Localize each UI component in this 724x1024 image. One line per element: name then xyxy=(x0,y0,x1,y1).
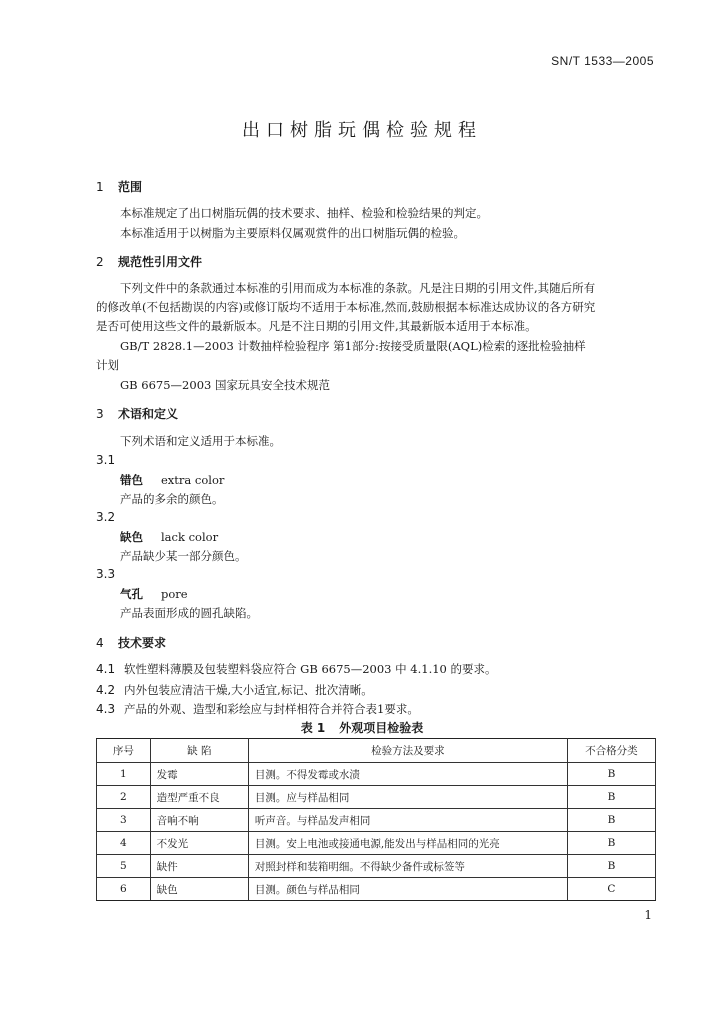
cell-defect: 发霉 xyxy=(150,763,248,786)
table-header-row xyxy=(97,739,656,763)
requirement-4-2 xyxy=(96,682,373,698)
cell-method: 对照封样和装箱明细。不得缺少备件或标签等 xyxy=(248,855,567,878)
table-caption xyxy=(0,719,724,736)
cell-method: 听声音。与样品发声相同 xyxy=(248,809,567,832)
section-title: 技术要求 xyxy=(118,636,167,650)
term-zh: 气孔 xyxy=(120,587,143,601)
requirement-text: 产品的外观、造型和彩绘应与封样相符合并符合表1要求。 xyxy=(124,702,419,716)
cell-defect: 不发光 xyxy=(150,832,248,855)
cell-no: 1 xyxy=(97,763,151,786)
section-number: 2 xyxy=(96,255,104,269)
cell-method: 目测。安上电池或接通电源,能发出与样品相同的光亮 xyxy=(248,832,567,855)
scope-paragraph-2: 本标准适用于以树脂为主要原料仅属观赏件的出口树脂玩偶的检验。 xyxy=(120,226,465,240)
scope-paragraph-1: 本标准规定了出口树脂玩偶的技术要求、抽样、检验和检验结果的判定。 xyxy=(120,206,488,220)
section-number: 1 xyxy=(96,180,104,194)
requirement-number: 4.2 xyxy=(96,683,116,697)
table-row xyxy=(97,809,656,832)
section-title: 范围 xyxy=(118,180,143,194)
table-row xyxy=(97,763,656,786)
table-row xyxy=(97,878,656,901)
term-en: extra color xyxy=(161,473,225,487)
term-definition: 产品的多余的颜色。 xyxy=(120,492,224,506)
section-title: 规范性引用文件 xyxy=(118,255,203,269)
section-3-heading xyxy=(96,405,178,422)
term-heading xyxy=(120,586,188,602)
table-title: 外观项目检验表 xyxy=(339,721,424,735)
term-number: 3.2 xyxy=(96,510,116,524)
reference-gb-t-2828: GB/T 2828.1—2003 计数抽样检验程序 第1部分:按接受质量限(AQL)检索的逐批检验抽样 xyxy=(120,339,586,353)
standard-code: SN/T 1533—2005 xyxy=(551,54,654,68)
references-intro-line-2: 的修改单(不包括勘误的内容)或修订版均不适用于本标准,然而,鼓励根据本标准达成协议的各方研究 xyxy=(96,300,596,314)
section-2-heading xyxy=(96,253,202,270)
cell-class: C xyxy=(567,878,655,901)
table-row xyxy=(97,855,656,878)
cell-defect: 造型严重不良 xyxy=(150,786,248,809)
table-row xyxy=(97,832,656,855)
cell-method: 目测。应与样品相同 xyxy=(248,786,567,809)
cell-no: 2 xyxy=(97,786,151,809)
requirement-text: 内外包装应清洁干燥,大小适宜,标记、批次清晰。 xyxy=(124,683,373,697)
appearance-inspection-table xyxy=(96,738,656,901)
term-heading xyxy=(120,529,218,545)
page-number: 1 xyxy=(644,908,652,922)
cell-method: 目测。不得发霉或水渍 xyxy=(248,763,567,786)
table-row xyxy=(97,786,656,809)
section-number: 4 xyxy=(96,636,104,650)
requirement-4-3 xyxy=(96,701,419,717)
reference-gb-t-2828-cont: 计划 xyxy=(96,358,119,372)
term-number: 3.3 xyxy=(96,567,116,581)
term-number: 3.1 xyxy=(96,453,116,467)
header-no: 序号 xyxy=(97,739,151,763)
cell-method: 目测。颜色与样品相同 xyxy=(248,878,567,901)
document-title: 出口树脂玩偶检验规程 xyxy=(242,120,482,141)
term-en: pore xyxy=(161,587,188,601)
term-en: lack color xyxy=(161,530,219,544)
requirement-number: 4.3 xyxy=(96,702,116,716)
cell-class: B xyxy=(567,809,655,832)
term-heading xyxy=(120,472,224,488)
cell-defect: 缺件 xyxy=(150,855,248,878)
term-definition: 产品缺少某一部分颜色。 xyxy=(120,549,247,563)
cell-defect: 缺色 xyxy=(150,878,248,901)
term-zh: 缺色 xyxy=(120,530,143,544)
section-1-heading xyxy=(96,178,142,195)
reference-gb-6675: GB 6675—2003 国家玩具安全技术规范 xyxy=(120,378,330,392)
cell-no: 3 xyxy=(97,809,151,832)
cell-class: B xyxy=(567,855,655,878)
requirement-text: 软性塑料薄膜及包装塑料袋应符合 GB 6675—2003 中 4.1.10 的要求。 xyxy=(124,662,497,676)
cell-no: 5 xyxy=(97,855,151,878)
header-method: 检验方法及要求 xyxy=(248,739,567,763)
cell-class: B xyxy=(567,832,655,855)
term-definition: 产品表面形成的圆孔缺陷。 xyxy=(120,606,258,620)
cell-class: B xyxy=(567,786,655,809)
table-number: 表 1 xyxy=(300,721,326,735)
references-intro-line-3: 是否可使用这些文件的最新版本。凡是不注日期的引用文件,其最新版本适用于本标准。 xyxy=(96,319,537,333)
section-title: 术语和定义 xyxy=(118,407,179,421)
requirement-4-1 xyxy=(96,661,497,677)
term-zh: 错色 xyxy=(120,473,143,487)
header-defect: 缺 陷 xyxy=(150,739,248,763)
cell-no: 6 xyxy=(97,878,151,901)
terms-intro: 下列术语和定义适用于本标准。 xyxy=(120,434,281,448)
requirement-number: 4.1 xyxy=(96,662,116,676)
section-number: 3 xyxy=(96,407,104,421)
section-4-heading xyxy=(96,634,166,651)
references-intro-line-1: 下列文件中的条款通过本标准的引用而成为本标准的条款。凡是注日期的引用文件,其随后所有 xyxy=(120,281,596,295)
cell-no: 4 xyxy=(97,832,151,855)
cell-class: B xyxy=(567,763,655,786)
cell-defect: 音响不响 xyxy=(150,809,248,832)
header-class: 不合格分类 xyxy=(567,739,655,763)
